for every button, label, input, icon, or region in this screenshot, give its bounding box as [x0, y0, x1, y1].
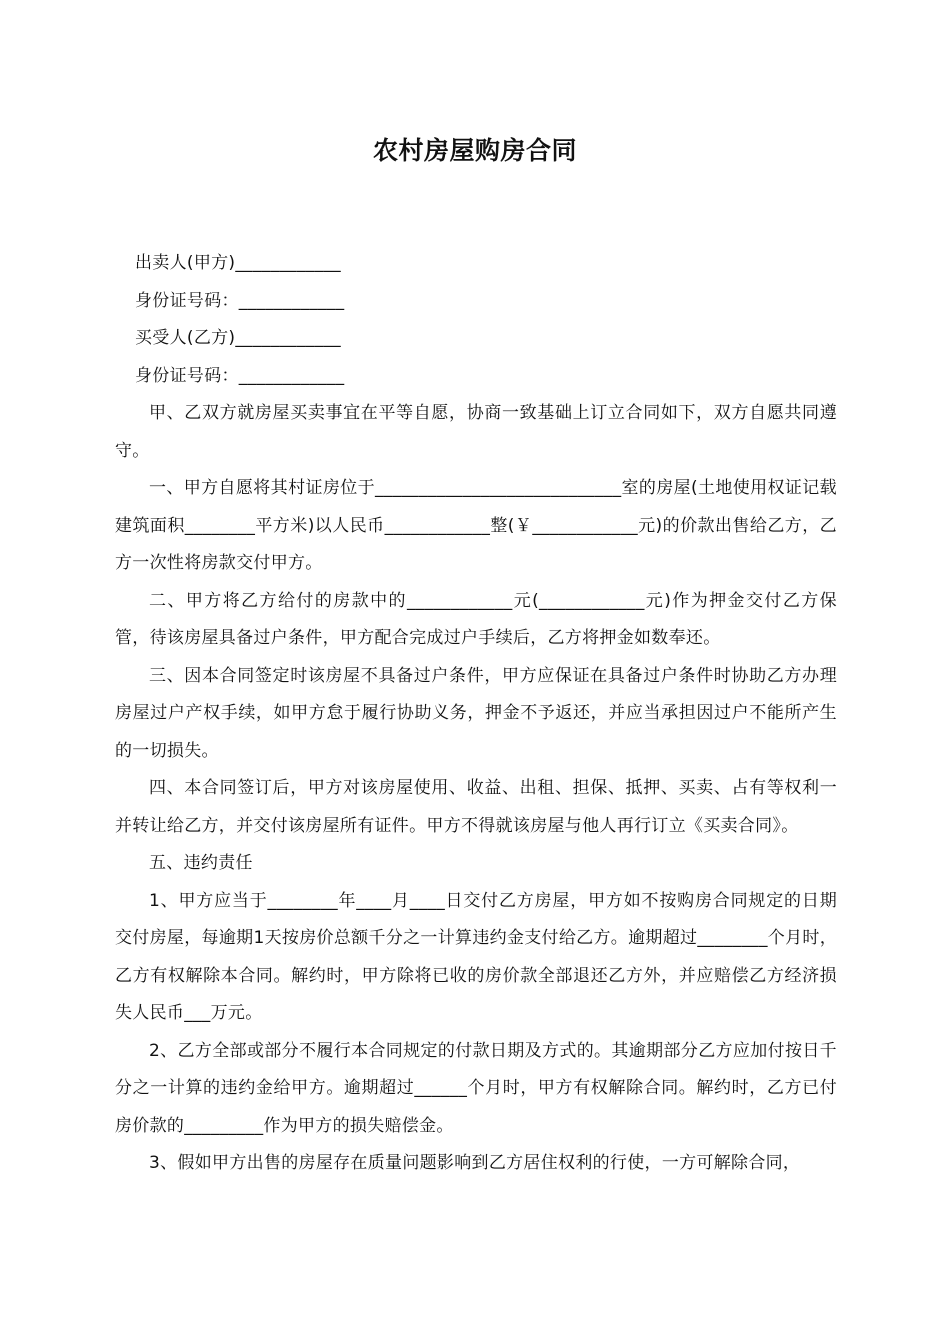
clause-2-paragraph: 二、甲方将乙方给付的房款中的____________元(____________元)作为押金交付乙方保管，待该房屋具备过户条件，甲方配合完成过户手续后，乙方将押金如数奉还。 — [115, 590, 837, 648]
clause-4-paragraph: 四、本合同签订后，甲方对该房屋使用、收益、出租、担保、抵押、买卖、占有等权利一并转让给乙方，并交付该房屋所有证件。甲方不得就该房屋与他人再行订立《买卖合同》。 — [115, 778, 837, 836]
clause-5-item-3: 3、假如甲方出售的房屋存在质量问题影响到乙方居住权利的行使，一方可解除合同， — [149, 1153, 801, 1173]
clause-5-heading: 五、违约责任 — [149, 853, 253, 873]
preamble-paragraph: 甲、乙双方就房屋买卖事宜在平等自愿，协商一致基础上订立合同如下，双方自愿共同遵守。 — [115, 403, 837, 461]
buyer-id-field: 身份证号码：____________ — [135, 365, 345, 386]
seller-name-field: 出卖人(甲方)____________ — [135, 253, 341, 273]
seller-id-field: 身份证号码：____________ — [135, 290, 345, 311]
clause-1-paragraph: 一、甲方自愿将其村证房位于____________________________室的房屋(土地使用权证记载建筑面积________平方米)以人民币____________整(￥____________元)的价款出售给乙方，乙方一次性将房款交付甲方。 — [115, 478, 837, 573]
clause-5-item-2: 2、乙方全部或部分不履行本合同规定的付款日期及方式的。其逾期部分乙方应加付按日千分之一计算的违约金给甲方。逾期超过______个月时，甲方有权解除合同。解约时，乙方已付房价款的_________作为甲方的损失赔偿金。 — [115, 1040, 837, 1136]
buyer-name-field: 买受人(乙方)____________ — [135, 328, 341, 348]
clause-5-item-1: 1、甲方应当于________年____月____日交付乙方房屋，甲方如不按购房合同规定的日期交付房屋，每逾期1天按房价总额千分之一计算违约金支付给乙方。逾期超过________个月时，乙方有权解除本合同。解约时，甲方除将已收的房价款全部退还乙方外，并应赔偿乙方经济损失人民币___万元。 — [115, 890, 837, 1023]
clause-3-paragraph: 三、因本合同签定时该房屋不具备过户条件，甲方应保证在具备过户条件时协助乙方办理房屋过户产权手续，如甲方怠于履行协助义务，押金不予返还，并应当承担因过户不能所产生的一切损失。 — [115, 665, 837, 761]
document-title: 农村房屋购房合同 — [372, 136, 577, 165]
document-body — [115, 245, 837, 1183]
